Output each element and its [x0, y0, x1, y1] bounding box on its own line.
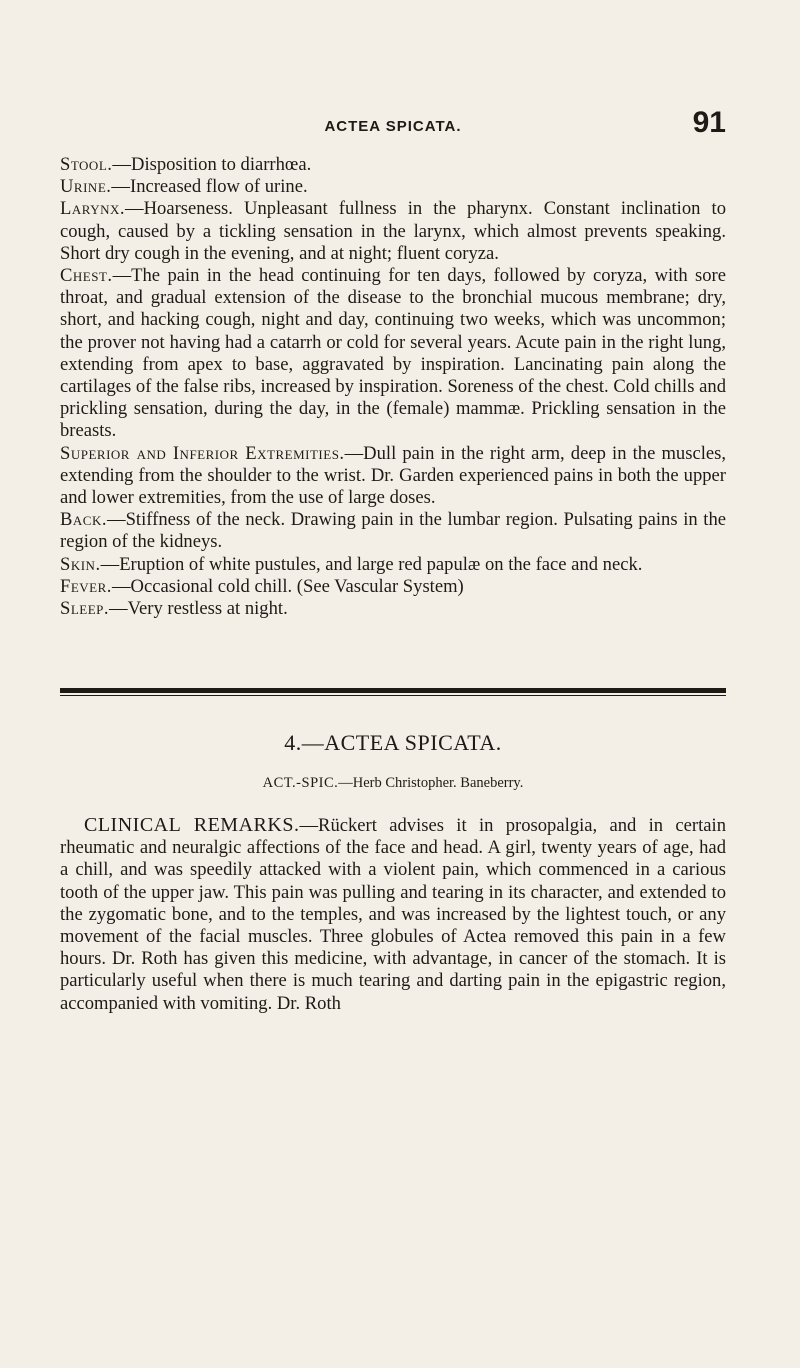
entry-text: —Occasional cold chill. (See Vascular System): [111, 575, 464, 597]
entry-text: —Increased flow of urine.: [111, 176, 308, 198]
entry-back: [60, 509, 726, 553]
entry-label: Superior and Inferior Extremities.: [60, 442, 345, 464]
remedy-common-names: —Herb Christopher. Baneberry.: [338, 775, 524, 791]
section-divider: [60, 688, 726, 696]
running-head: [60, 106, 726, 142]
entry-label: Chest.: [60, 265, 113, 287]
entry-label: Skin.: [60, 553, 101, 575]
entry-label: Urine.: [60, 176, 112, 198]
entry-stool: [60, 154, 726, 176]
remedy-abbreviation: ACT.-SPIC.: [262, 775, 339, 791]
entry-text: —Very restless at night.: [109, 598, 288, 620]
page-number: 91: [692, 106, 726, 139]
divider-thin-line: [60, 695, 726, 696]
entry-label: Fever.: [60, 575, 112, 597]
entry-text: —The pain in the head continuing for ten days, followed by coryza, with sore throat, and gradual extension of the disease to the bronchial mucous membrane; dry, short, and hacking cough, night and day, continuing two weeks, which was uncommon; the prover not having had a catarrh or cold for several years. Acute pain in the right lung, extending from apex to base, aggravated by inspiration. Lancinating pain along the cartilages of the false ribs, increased by inspiration. Soreness of the chest. Cold chills and prickling sensation, during the day, in the (female) mammæ. Prickling sensation in the breasts.: [60, 265, 726, 442]
clinical-lead: CLINICAL REMARKS.: [84, 814, 300, 836]
entry-label: Stool.: [60, 154, 113, 175]
entry-larynx: [60, 198, 726, 265]
divider-thick-line: [60, 688, 726, 693]
entry-chest: [60, 265, 726, 443]
clinical-remarks: [60, 814, 726, 1015]
entry-label: Sleep.: [60, 598, 110, 620]
entry-label: Larynx.: [60, 198, 126, 220]
entry-sleep: [60, 598, 726, 620]
section-subheading: [60, 775, 726, 792]
entry-fever: [60, 576, 726, 598]
clinical-paragraph: [60, 814, 726, 1015]
entry-text: —Stiffness of the neck. Drawing pain in the lumbar region. Pulsating pains in the region of the kidneys.: [60, 509, 726, 553]
entry-text: —Disposition to diarrhœa.: [112, 154, 312, 175]
section-title: 4.—ACTEA SPICATA.: [284, 730, 502, 755]
entry-label: Back.: [60, 509, 107, 531]
entry-text: —Hoarseness. Unpleasant fullness in the pharynx. Constant inclination to cough, caused by a tickling sensation in the larynx, which almost prevents speaking. Short dry cough in the evening, and at night; fluent coryza.: [60, 198, 726, 264]
entry-text: —Dull pain in the right arm, deep in the muscles, extending from the shoulder to the wrist. Dr. Garden experienced pains in both the upper and lower extremities, from the use of large doses.: [60, 442, 727, 509]
clinical-text: —Rückert advises it in prosopalgia, and in certain rheumatic and neuralgic affections of the face and head. A girl, twenty years of age, had a chill, and was speedily attacked with a violent pain, which commenced in a carious tooth of the upper jaw. This pain was pulling and tearing in its character, and extended to the zygomatic bone, and to the temples, and was increased by the lightest touch, or any movement of the facial muscles. Three globules of Actea removed this pain in a few hours. Dr. Roth has given this medicine, with advantage, in cancer of the stomach. It is particularly useful when there is much tearing and darting pain in the epigastric region, accompanied with vomiting. Dr. Roth: [60, 815, 726, 1014]
symptom-entries: [60, 154, 726, 620]
entry-skin: [60, 554, 726, 576]
running-title: ACTEA SPICATA.: [324, 118, 462, 135]
entry-extremities: [60, 443, 726, 510]
entry-text: —Eruption of white pustules, and large red papulæ on the face and neck.: [100, 553, 643, 575]
entry-urine: [60, 176, 726, 198]
